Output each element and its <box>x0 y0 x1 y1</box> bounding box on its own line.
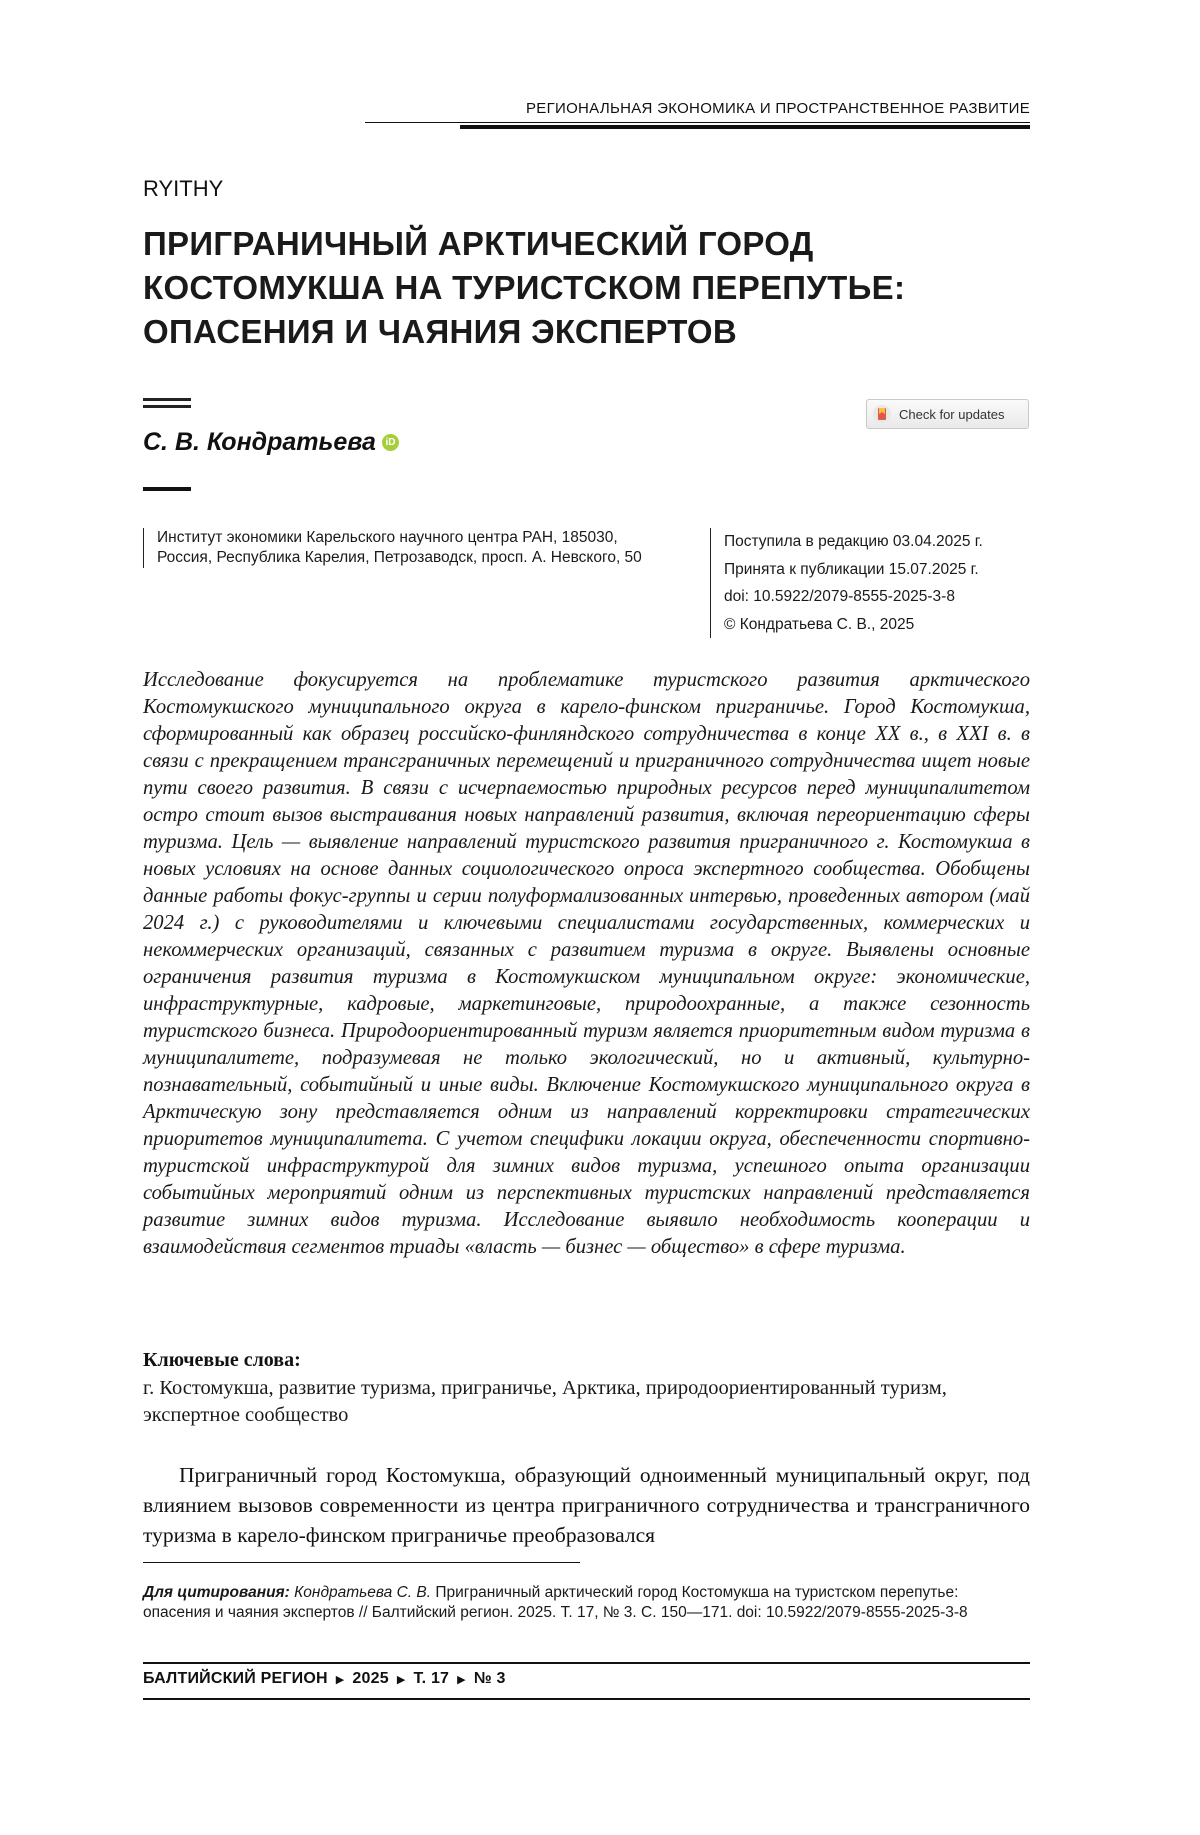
doi: doi: 10.5922/2079-8555-2025-3-8 <box>724 583 1044 611</box>
citation-text: Приграничный арктический город Костомукша на туристском перепутье: опасения и чаяния экспертов // Балтийский регион. 2025. Т. 17, № 3. С. 150—171. <box>143 1584 958 1621</box>
header-rule <box>365 122 1030 123</box>
accepted-date: Принята к публикации 15.07.2025 г. <box>724 556 1044 584</box>
triangle-icon: ▶ <box>336 1673 345 1686</box>
journal-name: БАЛТИЙСКИЙ РЕГИОН <box>143 1670 328 1688</box>
keywords-heading: Ключевые слова: <box>143 1349 301 1372</box>
udc-code: RYITHY <box>143 176 223 202</box>
abstract: Исследование фокусируется на проблематике туристского развития арктического Костомукшского муниципального округа в карело-финском приграничье. Город Костомукша, сформированный как образец российско-финляндского сотрудничества в конце XX в., в XXI в. в связи с прекращением трансграничных перемещений и приграничного сотрудничества ищет новые пути своего развития. В связи с исчерпаемостью природных ресурсов перед муниципалитетом остро стоит вызов выстраивания новых направлений развития, включая переориентацию сферы туризма. Цель — выявление направлений туристского развития приграничного г. Костомукша в новых условиях на основе данных социологического опроса экспертного сообщества. Обобщены данные работы фокус-группы и серии полуформализованных интервью, проведенных автором (май 2024 г.) с руководителями и ключевыми специалистами государственных, коммерческих и некоммерческих организаций, связанных с развитием туризма в округе. Выявлены основные ограничения развития туризма в Костомукшском муниципальном округе: экономические, инфраструктурные, кадровые, маркетинговые, природоохранные, а также сезонность туристского бизнеса. Природоориентированный туризм является приоритетным видом туризма в муниципалитете, подразумевая не только экологический, но и активный, культурно-познавательный, событийный и иные виды. Включение Костомукшского муниципального округа в Арктическую зону представляется одним из направлений корректировки стратегических приоритетов муниципалитета. С учетом специфики локации округа, обеспеченности спортивно-туристской инфраструктурой для зимних видов туризма, успешного опыта организации событийных мероприятий одним из перспективных туристских направлений представляется развитие зимних видов туризма. Исследование выявило необходимость кооперации и взаимодействия сегментов триады «власть — бизнес — общество» в сфере туризма. <box>143 667 1030 1261</box>
crossmark-icon <box>873 405 891 423</box>
title-line: ОПАСЕНИЯ И ЧАЯНИЯ ЭКСПЕРТОВ <box>143 310 1003 354</box>
footer-rule <box>143 1662 1030 1664</box>
journal-year: 2025 <box>352 1670 388 1688</box>
author-row <box>143 428 399 457</box>
header-rule-thick <box>460 125 1030 129</box>
check-for-updates-label: Check for updates <box>899 407 1005 422</box>
triangle-icon: ▶ <box>397 1673 406 1686</box>
received-date: Поступила в редакцию 03.04.2025 г. <box>724 528 1044 556</box>
title-line: ПРИГРАНИЧНЫЙ АРКТИЧЕСКИЙ ГОРОД <box>143 222 1003 266</box>
article-title <box>143 222 1003 354</box>
orcid-icon[interactable]: iD <box>382 434 399 451</box>
citation-doi: doi: 10.5922/2079-8555-2025-3-8 <box>737 1604 968 1621</box>
check-for-updates-button[interactable] <box>866 399 1029 429</box>
citation-author: Кондратьева С. В. <box>294 1584 431 1601</box>
copyright: © Кондратьева С. В., 2025 <box>724 611 1044 639</box>
footnote-rule <box>143 1562 580 1563</box>
running-header: РЕГИОНАЛЬНАЯ ЭКОНОМИКА И ПРОСТРАНСТВЕННОЕ РАЗВИТИЕ <box>365 100 1030 117</box>
keywords: г. Костомукша, развитие туризма, приграничье, Арктика, природоориентированный туризм, экспертное сообщество <box>143 1375 1030 1429</box>
citation-label: Для цитирования: <box>143 1584 290 1601</box>
footer-rule <box>143 1698 1030 1700</box>
title-line: КОСТОМУКША НА ТУРИСТСКОМ ПЕРЕПУТЬЕ: <box>143 266 1003 310</box>
body-paragraph: Приграничный город Костомукша, образующий одноименный муниципальный округ, под влиянием вызовов современности из центра приграничного сотрудничества и трансграничного туризма в карело-финском приграничье преобразовался <box>143 1460 1030 1550</box>
author-affiliation: Институт экономики Карельского научного центра РАН, 185030, Россия, Республика Карелия, Петрозаводск, просп. А. Невского, 50 <box>143 528 657 568</box>
journal-volume: Т. 17 <box>413 1670 449 1688</box>
publication-info <box>710 528 1044 638</box>
triangle-icon: ▶ <box>457 1673 466 1686</box>
journal-footer <box>143 1670 506 1688</box>
citation-block <box>143 1583 1030 1623</box>
decorative-line <box>143 487 191 491</box>
decorative-double-line <box>143 398 191 412</box>
journal-issue: № 3 <box>474 1670 506 1688</box>
author-name: С. В. Кондратьева <box>143 428 376 457</box>
